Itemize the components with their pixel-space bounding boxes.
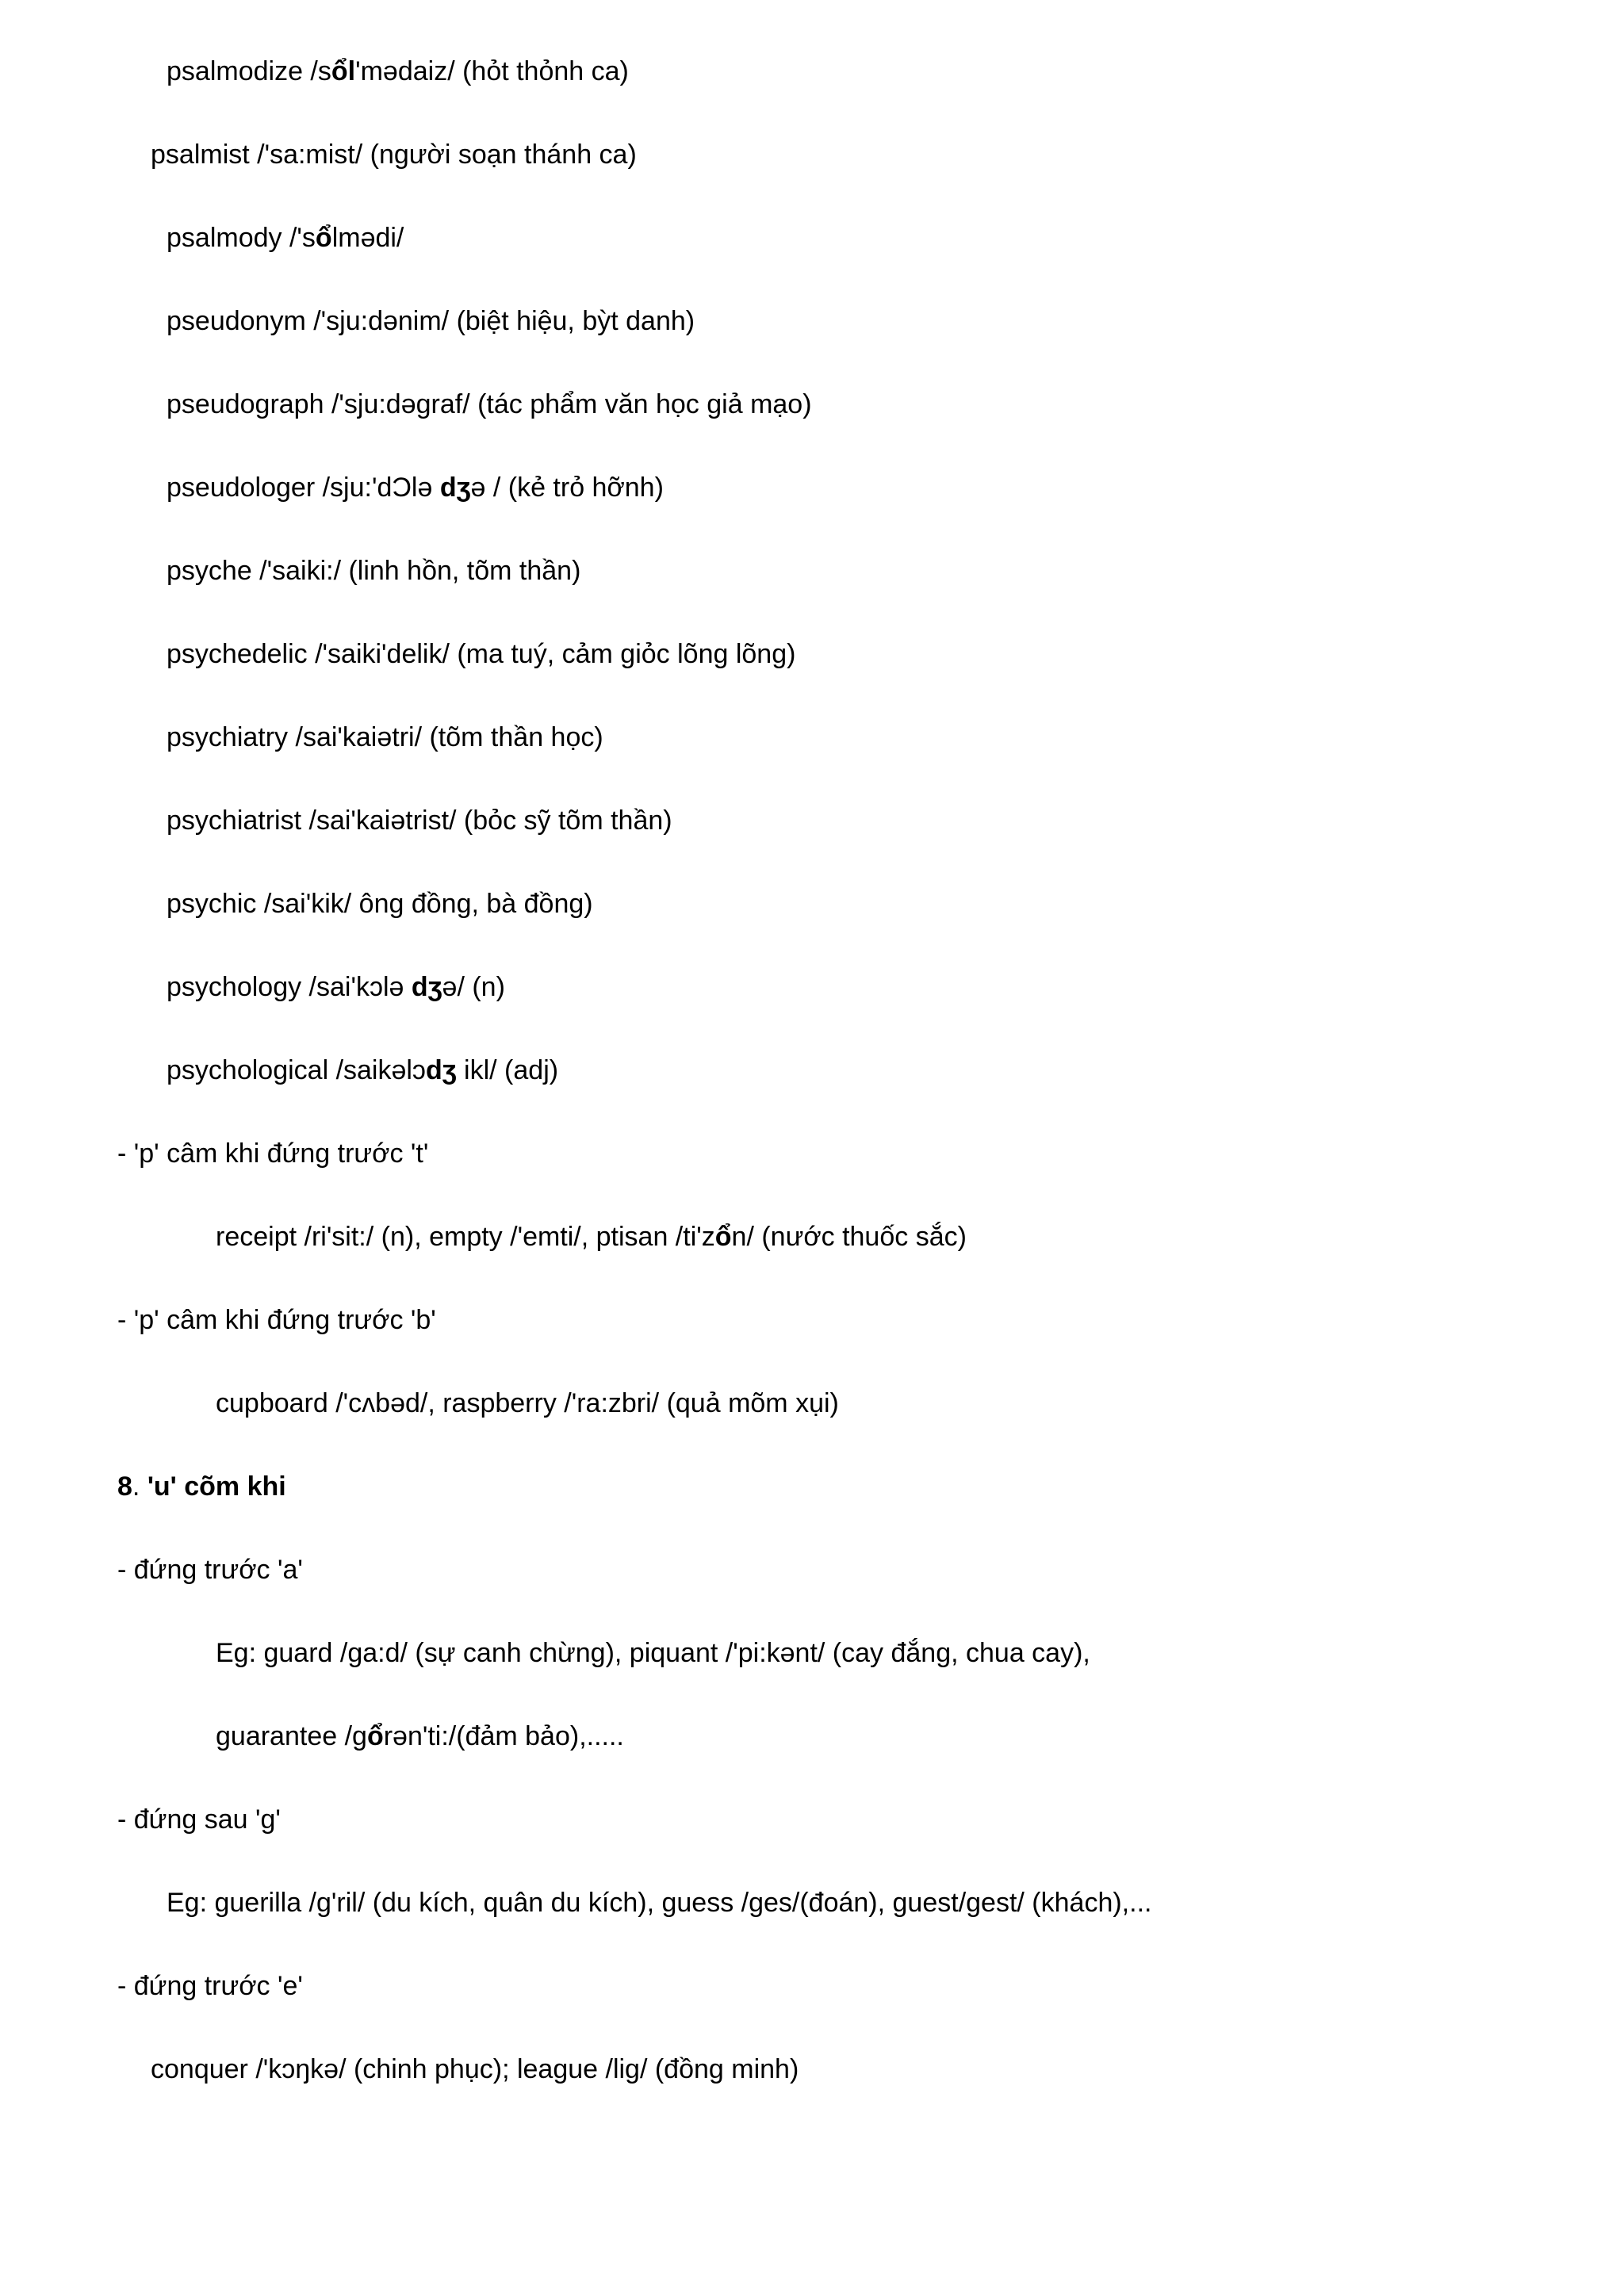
text: pseudologer /sju:'dƆlə xyxy=(167,473,440,503)
text-bold: dʒ xyxy=(439,473,471,503)
rule-u-before-a xyxy=(117,1552,303,1587)
entry-psyche xyxy=(167,553,580,588)
text: psychedelic /'saiki'delik/ (ma tuý, cảm giỏc lõng lõng) xyxy=(167,639,796,669)
text: 'mədaiz/ (hỏt thỏnh ca) xyxy=(355,56,629,86)
text: - đứng trước 'a' xyxy=(117,1555,303,1585)
examples-u-before-a-1 xyxy=(216,1636,1090,1670)
text-bold: ổ xyxy=(714,1222,732,1252)
text: psalmist /'sa:mist/ (người soạn thánh ca) xyxy=(151,140,637,170)
entry-psalmody xyxy=(167,220,404,255)
text: - 'p' câm khi đứng trước 't' xyxy=(117,1138,429,1169)
entry-psychological xyxy=(167,1053,558,1088)
text-bold: ổ xyxy=(366,1721,384,1751)
text: rən'ti:/(đảm bảo),..... xyxy=(383,1721,624,1751)
text: psalmody /'s xyxy=(167,223,316,253)
text: lmədi/ xyxy=(331,223,404,253)
rule-p-before-t xyxy=(117,1136,428,1171)
section-title: 'u' cõm khi xyxy=(147,1471,286,1502)
rule-u-after-g xyxy=(117,1802,281,1837)
text: ə/ (n) xyxy=(442,972,505,1002)
section-number: 8 xyxy=(117,1471,132,1502)
entry-psalmodize xyxy=(167,54,629,89)
text: psychiatry /sai'kaiətri/ (tõm thần học) xyxy=(167,722,603,752)
text: psychology /sai'kɔlə xyxy=(167,972,412,1002)
text: - đứng trước 'e' xyxy=(117,1971,303,2001)
text: ikl/ (adj) xyxy=(456,1055,559,1085)
text: Eg: guerilla /g'ril/ (du kích, quân du kích), guess /ges/(đoán), guest/gest/ (khách),... xyxy=(167,1888,1152,1918)
text: psalmodize /s xyxy=(167,56,331,86)
text: - 'p' câm khi đứng trước 'b' xyxy=(117,1305,436,1335)
entry-psychic xyxy=(167,886,593,921)
entry-pseudologer xyxy=(167,470,664,505)
text: conquer /'kɔŋkə/ (chinh phục); league /lig/ (đồng minh) xyxy=(151,2054,799,2084)
text-bold: ổ xyxy=(315,223,332,253)
rule-p-before-b xyxy=(117,1303,436,1337)
text: pseudonym /'sju:dənim/ (biệt hiệu, bỳt danh) xyxy=(167,306,695,336)
text: Eg: guard /ga:d/ (sự canh chừng), piquant /'pi:kənt/ (cay đắng, chua cay), xyxy=(216,1638,1090,1668)
examples-p-before-b xyxy=(216,1386,839,1421)
entry-psalmist xyxy=(151,137,637,172)
entry-psychedelic xyxy=(167,637,795,672)
text: psyche /'saiki:/ (linh hồn, tõm thần) xyxy=(167,556,581,586)
text-bold: dʒ xyxy=(411,972,442,1002)
entry-pseudograph xyxy=(167,387,812,422)
entry-psychiatrist xyxy=(167,803,672,838)
entry-psychology xyxy=(167,970,505,1004)
text-bold: dʒ xyxy=(425,1055,457,1085)
examples-u-before-e xyxy=(151,2052,799,2087)
text: n/ (nước thuốc sắc) xyxy=(731,1222,967,1252)
text: - đứng sau 'g' xyxy=(117,1804,281,1835)
text: . xyxy=(132,1471,147,1502)
text: receipt /ri'sit:/ (n), empty /'emti/, ptisan /ti'z xyxy=(216,1222,715,1252)
entry-psychiatry xyxy=(167,720,603,755)
section-heading-u-silent xyxy=(117,1469,286,1504)
text: cupboard /'cʌbəd/, raspberry /'ra:zbri/ (quả mõm xụi) xyxy=(216,1388,839,1418)
text: ə / (kẻ trỏ hỡnh) xyxy=(470,473,664,503)
rule-u-before-e xyxy=(117,1969,303,2003)
text: guarantee /g xyxy=(216,1721,367,1751)
examples-u-before-a-2 xyxy=(216,1719,624,1754)
text: psychological /saikəlɔ xyxy=(167,1055,426,1085)
text-bold: ổl xyxy=(331,56,356,86)
text: psychiatrist /sai'kaiətrist/ (bỏc sỹ tõm thần) xyxy=(167,806,672,836)
examples-p-before-t xyxy=(216,1219,967,1254)
examples-u-after-g xyxy=(167,1885,1151,1920)
entry-pseudonym xyxy=(167,304,695,339)
text: pseudograph /'sju:dəgraf/ (tác phẩm văn học giả mạo) xyxy=(167,389,812,419)
text: psychic /sai'kik/ ông đồng, bà đồng) xyxy=(167,889,593,919)
